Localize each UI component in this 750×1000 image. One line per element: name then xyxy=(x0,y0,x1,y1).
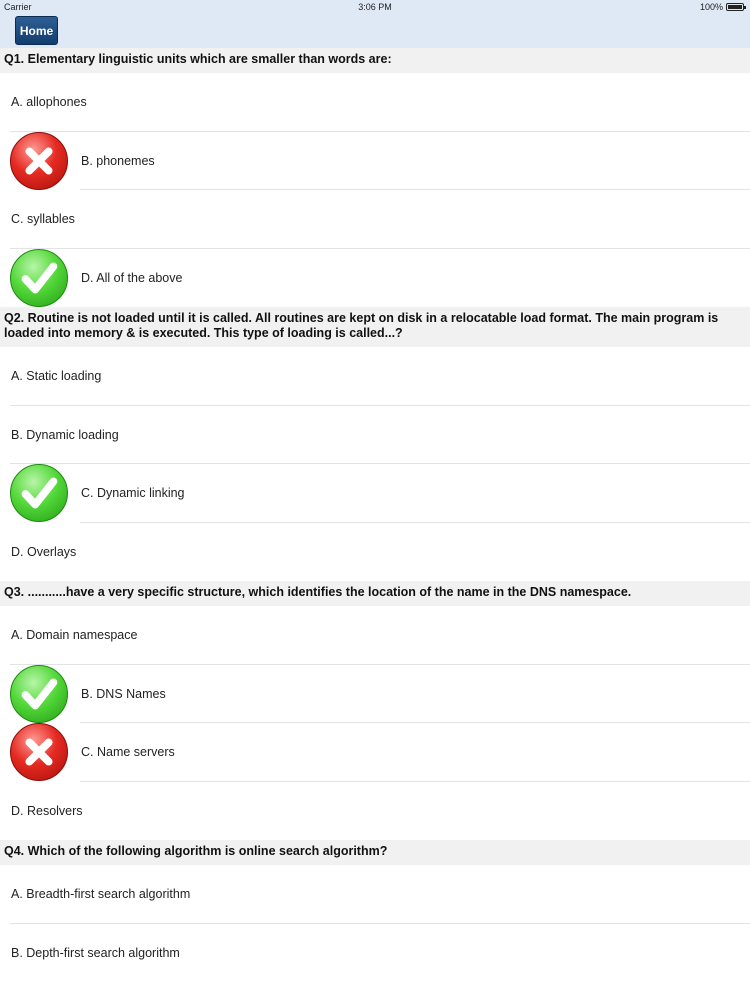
status-bar xyxy=(0,0,750,14)
answer-option[interactable] xyxy=(0,464,750,523)
quiz-list xyxy=(0,48,750,982)
answer-option[interactable] xyxy=(0,190,750,249)
battery-indicator xyxy=(700,2,744,12)
answer-option-label: A. Domain namespace xyxy=(11,628,138,643)
carrier-label: Carrier xyxy=(4,2,32,12)
checkmark-icon xyxy=(10,464,68,522)
cross-icon xyxy=(10,132,68,190)
checkmark-icon xyxy=(10,249,68,307)
answer-option-label: D. Overlays xyxy=(11,544,77,559)
home-button[interactable]: Home xyxy=(15,16,58,45)
answer-option-label: A. Static loading xyxy=(11,369,102,384)
answer-option-label: B. Depth-first search algorithm xyxy=(11,945,180,960)
cross-icon xyxy=(10,723,68,781)
answer-option-label: D. Resolvers xyxy=(11,803,83,818)
answer-option-label: B. DNS Names xyxy=(81,686,166,701)
question-text: Q2. Routine is not loaded until it is called. All routines are kept on disk in a relocatable load format. The main program is loaded into memory & is executed. This type of loading is called...? xyxy=(0,307,750,347)
question-text: Q4. Which of the following algorithm is online search algorithm? xyxy=(0,840,750,865)
answer-option[interactable] xyxy=(0,865,750,924)
answer-option[interactable] xyxy=(0,606,750,665)
battery-icon xyxy=(726,3,744,11)
answer-option-label: A. allophones xyxy=(11,95,87,110)
answer-option-label: D. All of the above xyxy=(81,270,183,285)
clock: 3:06 PM xyxy=(358,2,392,12)
answer-option-label: C. syllables xyxy=(11,212,75,227)
answer-option[interactable] xyxy=(0,924,750,983)
answer-option[interactable] xyxy=(0,723,750,782)
answer-option-label: B. Dynamic loading xyxy=(11,427,119,442)
question-text: Q3. ...........have a very specific structure, which identifies the location of the name in the DNS namespace. xyxy=(0,581,750,606)
answer-option[interactable] xyxy=(0,523,750,582)
answer-option[interactable] xyxy=(0,665,750,724)
answer-option[interactable] xyxy=(0,249,750,308)
answer-option-label: C. Name servers xyxy=(81,745,175,760)
answer-option[interactable] xyxy=(0,73,750,132)
answer-option[interactable] xyxy=(0,347,750,406)
answer-option[interactable] xyxy=(0,406,750,465)
answer-option-label: C. Dynamic linking xyxy=(81,486,185,501)
answer-option[interactable] xyxy=(0,782,750,841)
answer-option-label: B. phonemes xyxy=(81,153,155,168)
answer-option[interactable] xyxy=(0,132,750,191)
answer-option-label: A. Breadth-first search algorithm xyxy=(11,887,191,902)
navigation-bar xyxy=(0,14,750,49)
battery-percent: 100% xyxy=(699,2,723,12)
checkmark-icon xyxy=(10,665,68,723)
question-text: Q1. Elementary linguistic units which are smaller than words are: xyxy=(0,48,750,73)
